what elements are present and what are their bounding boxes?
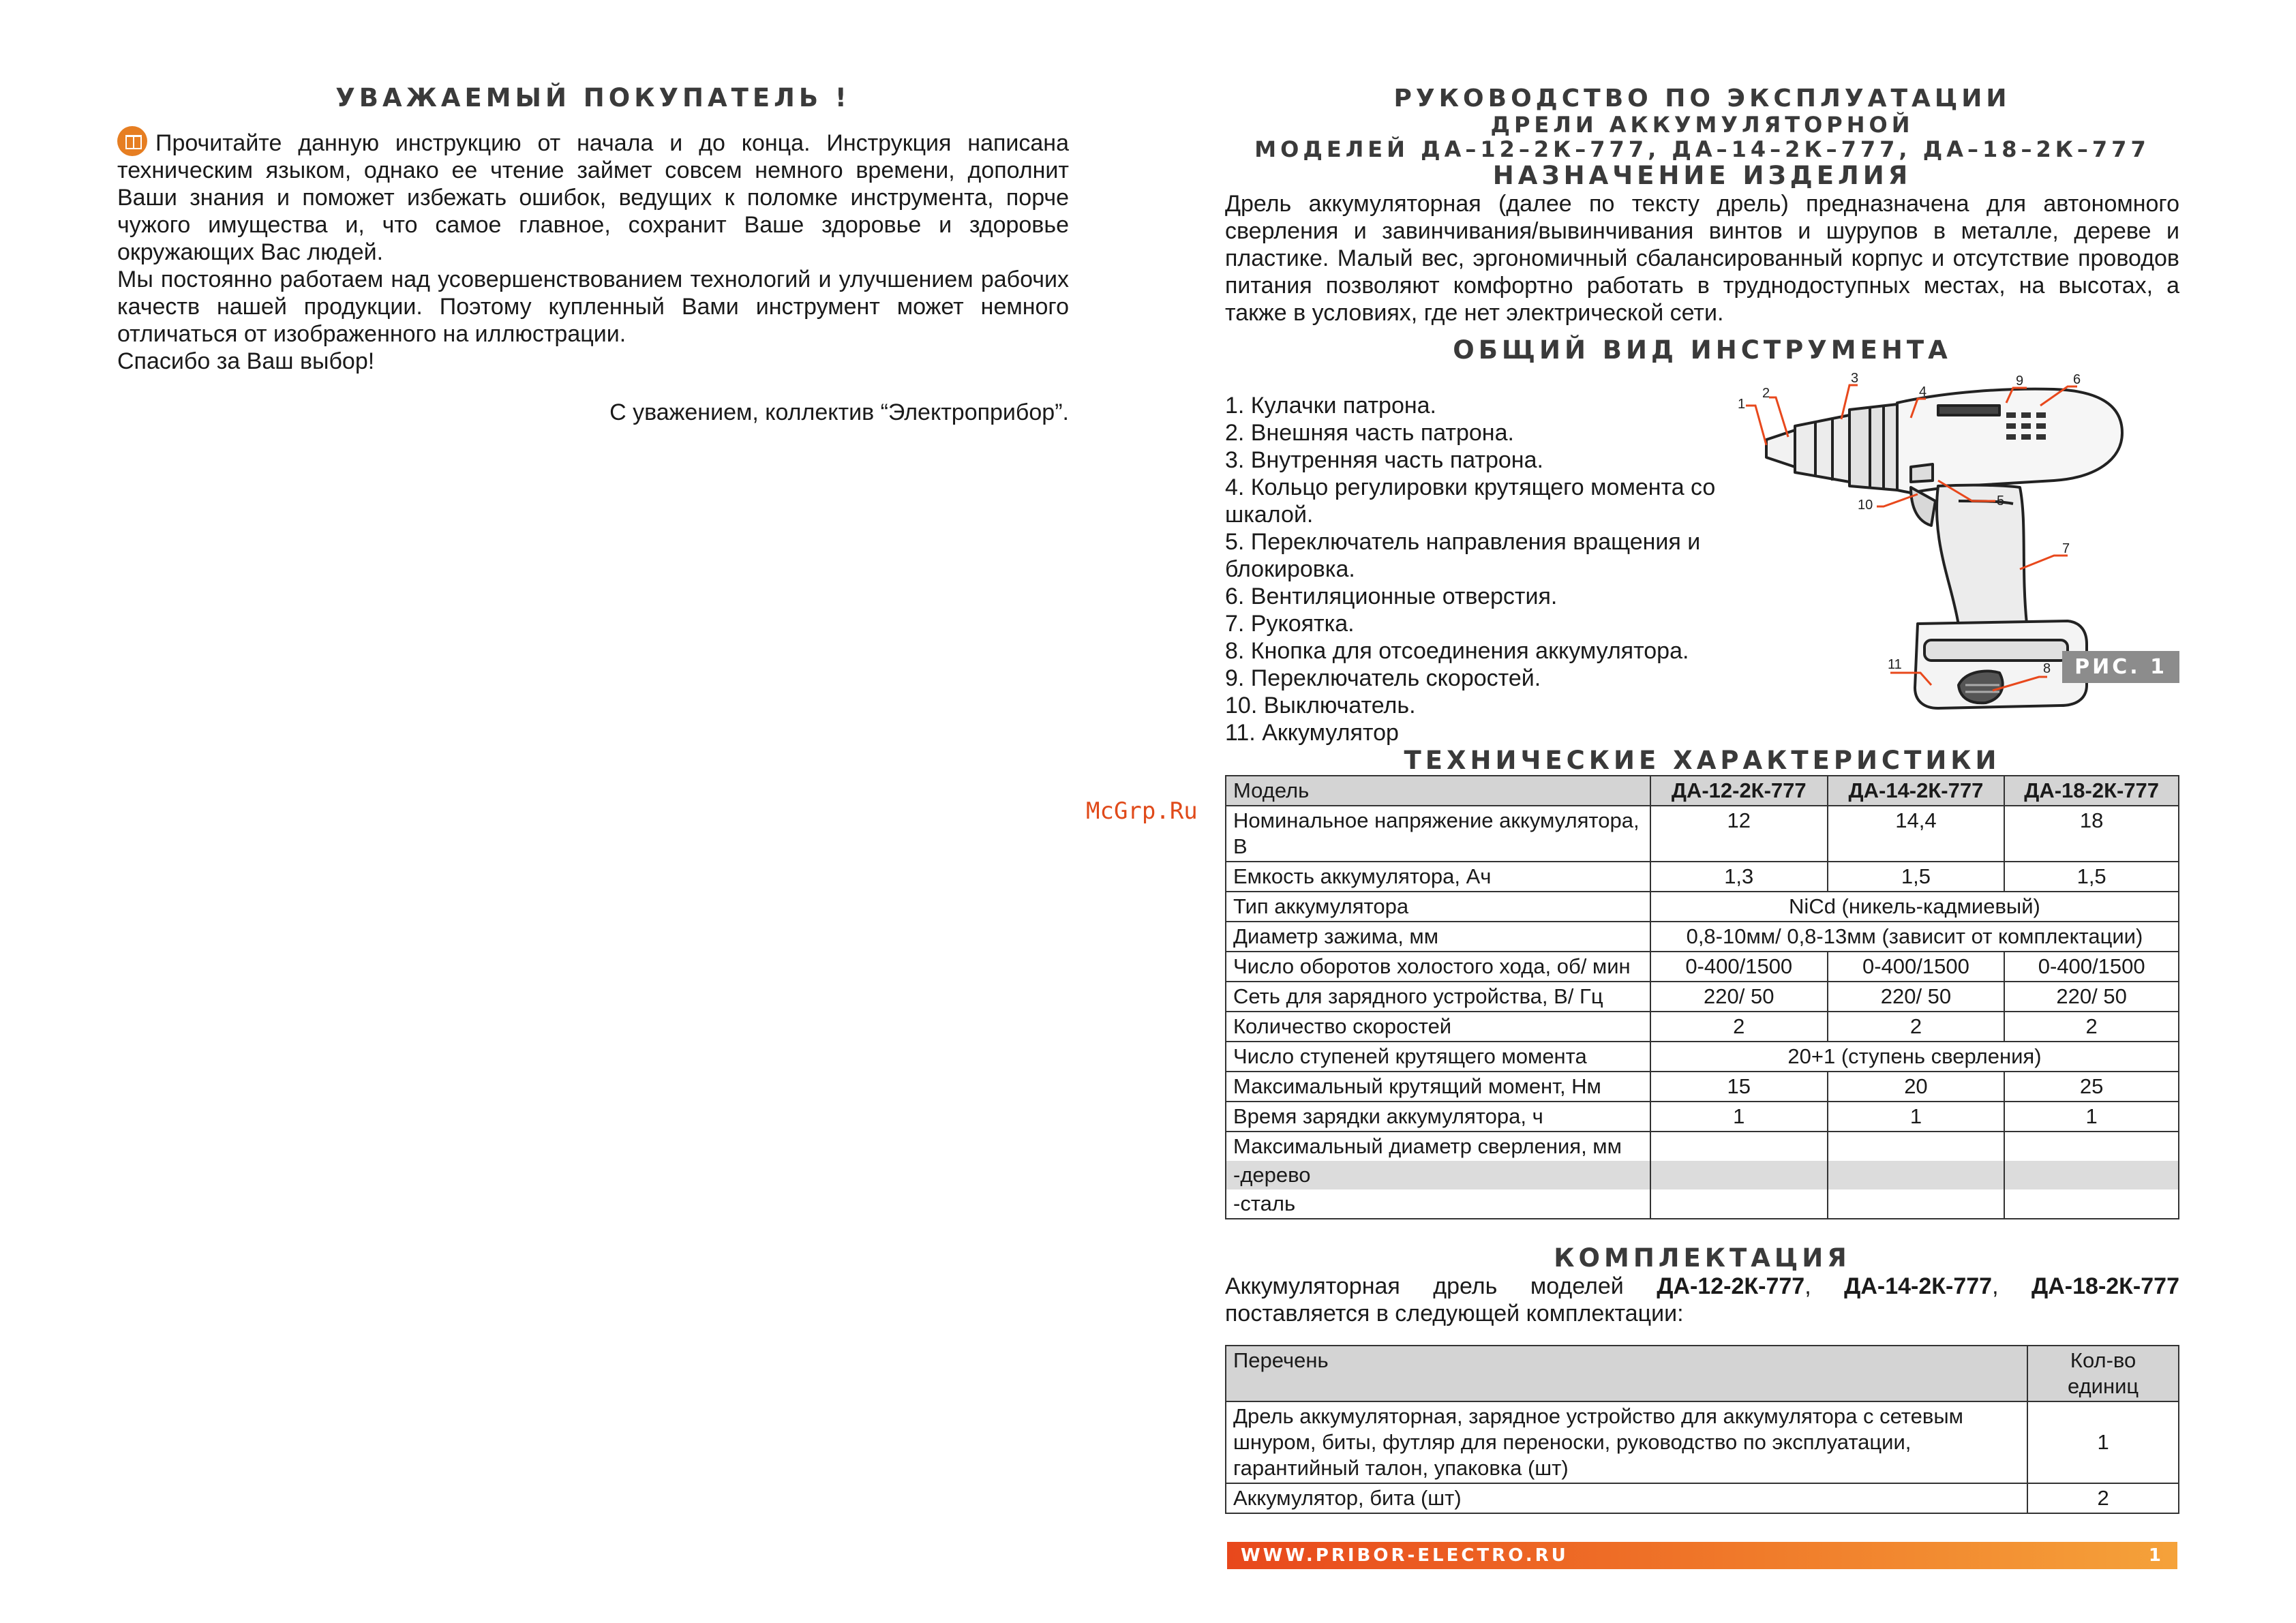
table-row — [1226, 1012, 2179, 1042]
list-item: 1. Кулачки патрона. — [1225, 393, 1436, 419]
callout-label: 2 — [1762, 386, 1770, 401]
column-header: ДА-12-2К-777 — [1650, 776, 1828, 806]
cell: 1,5 — [2004, 862, 2179, 892]
callout-label: 1 — [1738, 397, 1746, 412]
column-header: Перечень — [1226, 1346, 2027, 1401]
cell — [2004, 1161, 2179, 1189]
table-row — [1226, 1161, 2179, 1189]
callout-label: 5 — [1997, 494, 2005, 509]
table-row — [1226, 1189, 2179, 1219]
kit-table — [1225, 1345, 2179, 1514]
cell: 15 — [1650, 1072, 1828, 1102]
callout-label: 4 — [1919, 384, 1927, 399]
table-row — [1226, 1072, 2179, 1102]
thanks-paragraph: Спасибо за Ваш выбор! — [117, 348, 375, 374]
list-item: 6. Вентиляционные отверстия. — [1225, 583, 1558, 609]
table-row — [1226, 1483, 2179, 1513]
cell: 220/ 50 — [2004, 982, 2179, 1012]
row-label: Тип аккумулятора — [1226, 892, 1650, 922]
view-heading: ОБЩИЙ ВИД ИНСТРУМЕНТА — [1453, 335, 1952, 365]
manual-title: РУКОВОДСТВО ПО ЭКСПЛУАТАЦИИ — [1393, 85, 2011, 112]
callout-label: 11 — [1888, 657, 1902, 672]
cell: 1,5 — [1828, 862, 2005, 892]
footer-bar — [1227, 1542, 2177, 1569]
kit-intro-text: Аккумуляторная дрель моделей — [1225, 1273, 1657, 1299]
row-label: Число ступеней крутящего момента — [1226, 1042, 1650, 1072]
cell — [2004, 1132, 2179, 1161]
cell: 0-400/1500 — [2004, 952, 2179, 982]
cell: 1 — [1828, 1102, 2005, 1132]
intro-paragraph — [117, 126, 1069, 266]
spec-heading: ТЕХНИЧЕСКИЕ ХАРАКТЕРИСТИКИ — [1404, 746, 2001, 775]
table-header-row — [1226, 776, 2179, 806]
page-number: 1 — [2148, 1545, 2164, 1566]
cell: 2 — [1650, 1012, 1828, 1042]
purpose-text: Дрель аккумуляторная (далее по тексту дрель) предназначена для автономного сверления и завинчивания/вывинчивания винтов и шурупов в металле, дереве и пластике. Малый вес, эргономичный сбалансированный корпус и отсутствие проводов питания позволяют комфортно работать в труднодоступных местах, на высотах, а также в условиях, где нет электрической сети. — [1225, 191, 2179, 326]
list-item: 9. Переключатель скоростей. — [1225, 665, 1541, 691]
footer-url[interactable]: WWW.PRIBOR-ELECTRO.RU — [1241, 1545, 1569, 1566]
cell: 2 — [2004, 1012, 2179, 1042]
row-label: Сеть для зарядного устройства, В/ Гц — [1226, 982, 1650, 1012]
row-label: Диаметр зажима, мм — [1226, 922, 1650, 952]
list-item: 7. Рукоятка. — [1225, 611, 1355, 637]
row-label: Время зарядки аккумулятора, ч — [1226, 1102, 1650, 1132]
kit-intro: Аккумуляторная дрель моделей ДА-12-2К-777, ДА-14-2К-777, ДА-18-2К-777 поставляется в следующей комплектации: — [1225, 1273, 2179, 1326]
cell: 18 — [2004, 806, 2179, 862]
spec-table — [1225, 775, 2179, 1219]
kit-heading: КОМПЛЕКТАЦИЯ — [1554, 1243, 1851, 1273]
list-item: 4. Кольцо регулировки крутящего момента со шкалой. — [1225, 474, 1716, 528]
book-icon — [117, 126, 147, 156]
list-item: 5. Переключатель направления вращения и блокировка. — [1225, 529, 1701, 582]
cell: 1 — [1650, 1102, 1828, 1132]
signature: С уважением, коллектив “Электроприбор”. — [609, 399, 1069, 425]
table-row — [1226, 1132, 2179, 1161]
table-row — [1226, 806, 2179, 862]
list-item: 3. Внутренняя часть патрона. — [1225, 447, 1543, 473]
callout-label: 3 — [1851, 371, 1859, 386]
parts-list — [1225, 392, 1729, 746]
callout-label: 9 — [2016, 374, 2024, 389]
table-row — [1226, 982, 2179, 1012]
cell: 1 — [2027, 1401, 2179, 1483]
table-row — [1226, 892, 2179, 922]
list-item: 10. Выключатель. — [1225, 693, 1416, 718]
callout-label: 7 — [2062, 541, 2070, 556]
cell: 220/ 50 — [1828, 982, 2005, 1012]
intro-text: Прочитайте данную инструкцию от начала и до конца. Инструкция написана техническим языком, однако ее чтение займет совсем немного времени, дополнит Ваши знания и поможет избежать ошибок, ведущих к поломке инструмента, порче чужого имущества и, что самое главное, сохранит Ваше здоровье и здоровье окружающих Вас людей. — [117, 130, 1069, 265]
callout-label: 8 — [2043, 661, 2051, 676]
cell — [1828, 1189, 2005, 1219]
column-header: Кол-во единиц — [2027, 1346, 2179, 1401]
watermark: McGrp.Ru — [1086, 798, 1198, 825]
general-view-section — [1225, 365, 2179, 746]
list-item: 11. Аккумулятор — [1225, 720, 1399, 746]
list-item: 8. Кнопка для отсоединения аккумулятора. — [1225, 638, 1689, 664]
column-header: ДА-14-2К-777 — [1828, 776, 2005, 806]
cell: 220/ 50 — [1650, 982, 1828, 1012]
column-header: Модель — [1226, 776, 1650, 806]
cell: Аккумулятор, бита (шт) — [1226, 1483, 2027, 1513]
table-row — [1226, 922, 2179, 952]
row-label: Число оборотов холостого хода, об/ мин — [1226, 952, 1650, 982]
cell — [1650, 1132, 1828, 1161]
drill-illustration — [1713, 365, 2184, 746]
table-header-row — [1226, 1346, 2179, 1401]
improvement-paragraph: Мы постоянно работаем над усовершенствованием технологий и улучшением рабочих качеств нашей продукции. Поэтому купленный Вами инструмент может немного отличаться от изображенного на иллюстрации. — [117, 267, 1069, 347]
kit-intro-text: поставляется в следующей комплектации: — [1225, 1301, 1684, 1326]
table-row — [1226, 1042, 2179, 1072]
cell — [1650, 1161, 1828, 1189]
purpose-heading: НАЗНАЧЕНИЕ ИЗДЕЛИЯ — [1492, 161, 1912, 190]
manual-subtitle: ДРЕЛИ АККУМУЛЯТОРНОЙ — [1490, 112, 1914, 138]
cell — [1650, 1189, 1828, 1219]
cell: 0,8-10мм/ 0,8-13мм (зависит от комплектации) — [1650, 922, 2179, 952]
column-header: ДА-18-2К-777 — [2004, 776, 2179, 806]
cell: 14,4 — [1828, 806, 2005, 862]
cell: 1,3 — [1650, 862, 1828, 892]
list-item: 2. Внешняя часть патрона. — [1225, 420, 1514, 446]
row-label: Номинальное напряжение аккумулятора, В — [1226, 806, 1650, 862]
callout-label: 10 — [1858, 498, 1873, 513]
row-label: Емкость аккумулятора, Ач — [1226, 862, 1650, 892]
figure-label: РИС. 1 — [2062, 651, 2179, 683]
cell: 20+1 (ступень сверления) — [1650, 1042, 2179, 1072]
cell — [1828, 1161, 2005, 1189]
table-row — [1226, 862, 2179, 892]
kit-model: ДА-12-2К-777 — [1657, 1273, 1805, 1299]
cell: 0-400/1500 — [1828, 952, 2005, 982]
cell — [2004, 1189, 2179, 1219]
cell — [1828, 1132, 2005, 1161]
row-label: -дерево — [1226, 1161, 1650, 1189]
kit-model: ДА-18-2К-777 — [2031, 1273, 2179, 1299]
cell: NiCd (никель-кадмиевый) — [1650, 892, 2179, 922]
row-label: Максимальный крутящий момент, Нм — [1226, 1072, 1650, 1102]
cell: 2 — [2027, 1483, 2179, 1513]
row-label: Количество скоростей — [1226, 1012, 1650, 1042]
kit-model: ДА-14-2К-777 — [1844, 1273, 1993, 1299]
greeting-heading: УВАЖАЕМЫЙ ПОКУПАТЕЛЬ ! — [335, 83, 851, 112]
table-row — [1226, 952, 2179, 982]
cell: 1 — [2004, 1102, 2179, 1132]
row-label: Максимальный диаметр сверления, мм — [1226, 1132, 1650, 1161]
cell: 2 — [1828, 1012, 2005, 1042]
callout-label: 6 — [2073, 372, 2081, 387]
cell: 25 — [2004, 1072, 2179, 1102]
left-page — [117, 83, 1069, 426]
cell: Дрель аккумуляторная, зарядное устройство для аккумулятора с сетевым шнуром, биты, футляр для переноски, руководство по эксплуатации, гарантийный талон, упаковка (шт) — [1226, 1401, 2027, 1483]
row-label: -сталь — [1226, 1189, 1650, 1219]
table-row — [1226, 1401, 2179, 1483]
table-row — [1226, 1102, 2179, 1132]
cell: 0-400/1500 — [1650, 952, 1828, 982]
manual-models: МОДЕЛЕЙ ДА–12–2К–777, ДА–14–2К–777, ДА–18–2К–777 — [1254, 136, 2150, 162]
cell: 12 — [1650, 806, 1828, 862]
cell: 20 — [1828, 1072, 2005, 1102]
right-page — [1225, 85, 2179, 1514]
